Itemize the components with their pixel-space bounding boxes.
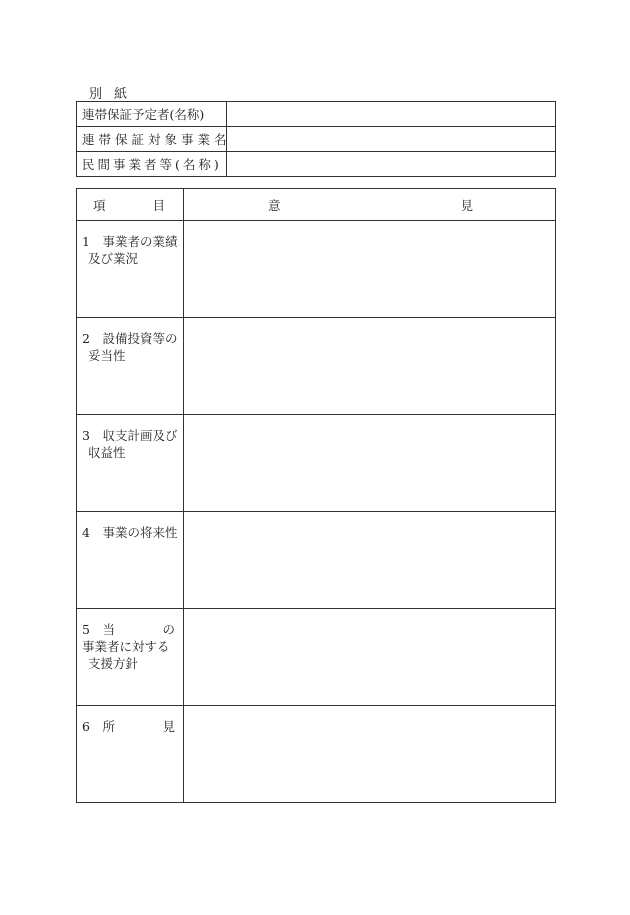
table-row — [77, 512, 556, 609]
item-line-left: 6 所 — [82, 719, 115, 734]
item-cell — [77, 221, 184, 318]
table-row — [77, 221, 556, 318]
item-line — [82, 621, 179, 638]
table-row — [77, 706, 556, 803]
page-label: 別紙 — [89, 87, 140, 102]
item-line: 4 事業の将来性 — [82, 525, 178, 540]
guarantor-value[interactable] — [227, 102, 556, 127]
header-opinion — [184, 189, 556, 221]
item-line — [82, 718, 179, 735]
item-cell — [77, 512, 184, 609]
item-cell — [77, 415, 184, 512]
item-line: 2 設備投資等の — [82, 331, 178, 346]
item-line: 3 収支計画及び — [82, 428, 178, 443]
project-label: 連帯保証対象事業名 — [77, 127, 227, 152]
opinion-cell[interactable] — [184, 318, 556, 415]
item-line-right: の — [162, 622, 175, 637]
item-line: 収益性 — [88, 445, 126, 460]
table-row — [77, 609, 556, 706]
operator-label: 民間事業者等(名称) — [77, 152, 227, 177]
opinion-cell[interactable] — [184, 221, 556, 318]
guarantor-label: 連帯保証予定者(名称) — [77, 102, 227, 127]
header-opinion-left: 意 — [268, 197, 281, 213]
item-line-left: 5 当 — [82, 622, 115, 637]
item-line: 支援方針 — [88, 656, 139, 671]
item-cell — [77, 609, 184, 706]
item-line: 1 事業者の業績 — [82, 234, 178, 249]
opinion-cell[interactable] — [184, 706, 556, 803]
info-table — [76, 101, 556, 177]
info-row-guarantor — [77, 102, 556, 127]
item-line: 及び業況 — [88, 251, 139, 266]
table-row — [77, 318, 556, 415]
item-cell — [77, 706, 184, 803]
header-item — [77, 189, 184, 221]
evaluation-table — [76, 188, 556, 803]
opinion-cell[interactable] — [184, 512, 556, 609]
item-line-right: 見 — [162, 719, 175, 734]
info-row-project — [77, 127, 556, 152]
opinion-cell[interactable] — [184, 415, 556, 512]
table-header-row — [77, 189, 556, 221]
header-item-left: 項 — [93, 197, 106, 213]
project-value[interactable] — [227, 127, 556, 152]
operator-value[interactable] — [227, 152, 556, 177]
item-cell — [77, 318, 184, 415]
header-opinion-right: 見 — [460, 197, 473, 213]
header-item-right: 目 — [152, 197, 165, 213]
item-line: 事業者に対する — [82, 639, 170, 654]
opinion-cell[interactable] — [184, 609, 556, 706]
info-row-operator — [77, 152, 556, 177]
table-row — [77, 415, 556, 512]
item-line: 妥当性 — [88, 348, 126, 363]
